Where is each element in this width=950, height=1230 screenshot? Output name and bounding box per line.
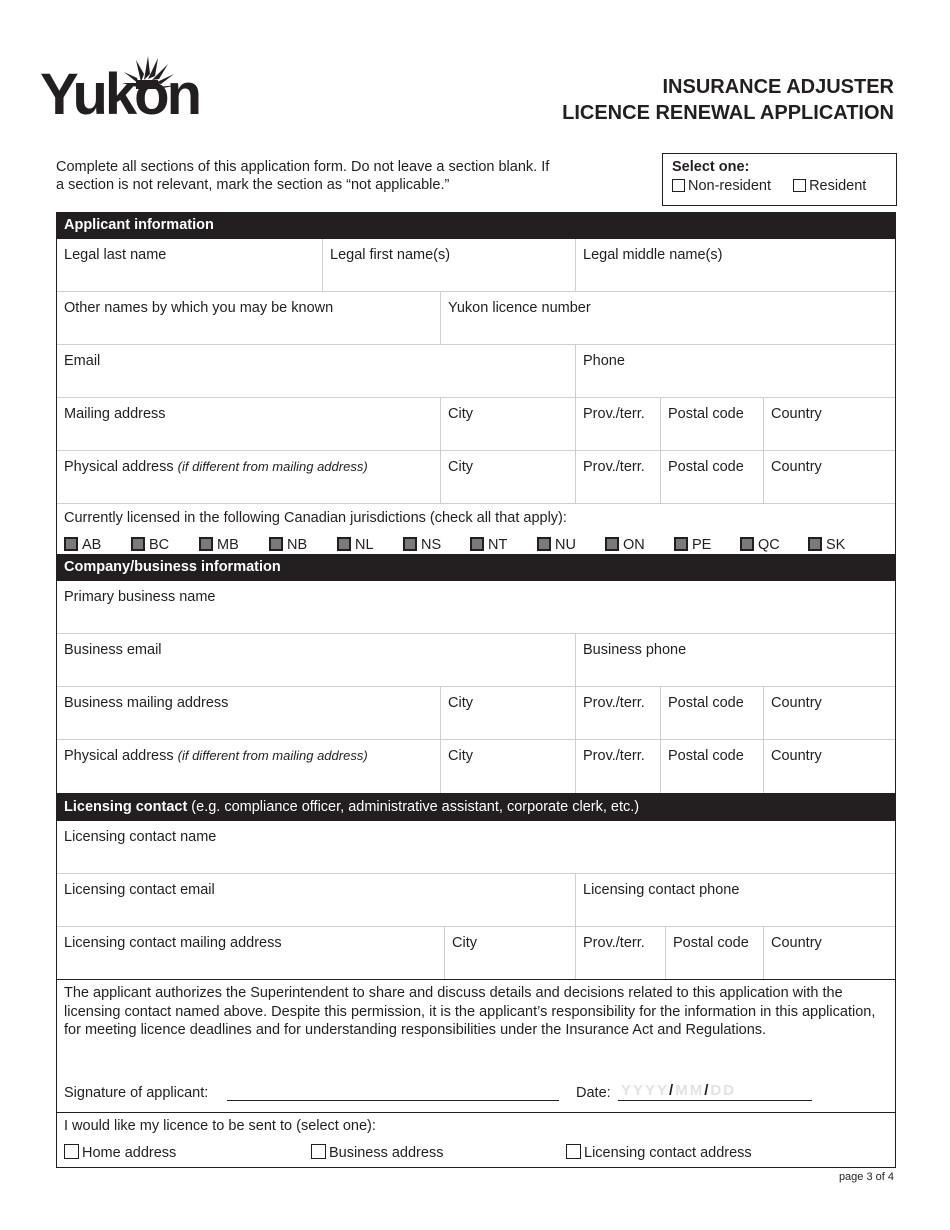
contact-mailing-row — [57, 927, 895, 980]
checkbox-icon — [740, 537, 754, 551]
licensing-contact-mailing-address-field[interactable]: Licensing contact mailing address — [64, 935, 282, 951]
checkbox-icon — [337, 537, 351, 551]
date-label: Date: — [576, 1085, 611, 1101]
page-title — [562, 74, 894, 126]
title-line-1: INSURANCE ADJUSTER — [662, 76, 894, 98]
country-field[interactable]: Country — [763, 398, 895, 450]
jurisdictions-question: Currently licensed in the following Canadian jurisdictions (check all that apply): — [64, 510, 567, 526]
business-email-phone-row — [57, 634, 895, 687]
yukon-licence-number-field[interactable]: Yukon licence number — [440, 292, 895, 344]
jurisdiction-bc[interactable]: BC — [131, 537, 169, 553]
resident-option[interactable]: Resident — [793, 178, 866, 194]
jurisdiction-on[interactable]: ON — [605, 537, 645, 553]
prov-field[interactable]: Prov./terr. — [575, 927, 665, 979]
licensing-contact-phone-field[interactable]: Licensing contact phone — [575, 874, 895, 926]
email-phone-row — [57, 345, 895, 398]
checkbox-icon — [131, 537, 145, 551]
jurisdiction-ns[interactable]: NS — [403, 537, 441, 553]
home-address-option[interactable]: Home address — [64, 1144, 176, 1161]
city-field[interactable]: City — [440, 687, 575, 739]
business-physical-address-field[interactable]: Physical address (if different from mailing address) — [64, 748, 368, 764]
contact-email-phone-row — [57, 874, 895, 927]
yukon-logo — [40, 52, 212, 127]
legal-last-name-field[interactable]: Legal last name — [64, 247, 167, 263]
legal-middle-name-field[interactable]: Legal middle name(s) — [575, 239, 895, 291]
prov-field[interactable]: Prov./terr. — [575, 451, 660, 503]
checkbox-icon — [64, 537, 78, 551]
postal-code-field[interactable]: Postal code — [665, 927, 763, 979]
send-licence-section — [57, 1113, 895, 1167]
checkbox-icon — [808, 537, 822, 551]
licensing-contact-name-field[interactable]: Licensing contact name — [64, 829, 217, 845]
prov-field[interactable]: Prov./terr. — [575, 740, 660, 793]
city-field[interactable]: City — [440, 451, 575, 503]
licensing-contact-email-field[interactable]: Licensing contact email — [64, 882, 215, 898]
signature-line[interactable] — [227, 1100, 559, 1101]
jurisdiction-pe[interactable]: PE — [674, 537, 711, 553]
name-row — [57, 239, 895, 292]
authorization-section — [57, 980, 895, 1113]
business-mailing-address-field[interactable]: Business mailing address — [64, 695, 229, 711]
other-names-row — [57, 292, 895, 345]
prov-field[interactable]: Prov./terr. — [575, 398, 660, 450]
city-field[interactable]: City — [440, 740, 575, 793]
country-field[interactable]: Country — [763, 451, 895, 503]
postal-code-field[interactable]: Postal code — [660, 398, 763, 450]
authorization-text: The applicant authorizes the Superintendent to share and discuss details and decisions related to this application with the licensing contact named above. Despite this permission, it is the applicant’s responsibility for the information in this application, for meeting licence deadlines and for understanding responsibilities under the Insurance Act and Regulations. — [64, 985, 876, 1038]
checkbox-icon — [566, 1144, 581, 1159]
jurisdiction-qc[interactable]: QC — [740, 537, 780, 553]
legal-first-name-field[interactable]: Legal first name(s) — [322, 239, 575, 291]
business-email-field[interactable]: Business email — [64, 642, 162, 658]
licensing-contact-address-option[interactable]: Licensing contact address — [566, 1144, 752, 1161]
mailing-address-row — [57, 398, 895, 451]
business-physical-row — [57, 740, 895, 793]
company-section-header: Company/business information — [57, 554, 895, 581]
signature-label: Signature of applicant: — [64, 1085, 209, 1101]
jurisdiction-nb[interactable]: NB — [269, 537, 307, 553]
jurisdiction-sk[interactable]: SK — [808, 537, 845, 553]
city-field[interactable]: City — [444, 927, 575, 979]
date-line[interactable] — [618, 1100, 812, 1101]
business-name-row — [57, 581, 895, 634]
title-line-2: LICENCE RENEWAL APPLICATION — [562, 102, 894, 124]
checkbox-icon — [199, 537, 213, 551]
email-field[interactable]: Email — [64, 353, 101, 369]
physical-address-field[interactable]: Physical address (if different from mailing address) — [64, 459, 368, 475]
select-one-label: Select one: — [672, 159, 750, 175]
business-mailing-row — [57, 687, 895, 740]
applicant-section-header: Applicant information — [57, 212, 895, 239]
application-form — [56, 212, 896, 1168]
primary-business-name-field[interactable]: Primary business name — [64, 589, 216, 605]
postal-code-field[interactable]: Postal code — [660, 687, 763, 739]
contact-name-row — [57, 821, 895, 874]
physical-address-row — [57, 451, 895, 504]
postal-code-field[interactable]: Postal code — [660, 451, 763, 503]
checkbox-icon — [269, 537, 283, 551]
intro-text: Complete all sections of this application form. Do not leave a section blank. If a section is not relevant, mark the section as “not applicable.” — [56, 159, 550, 193]
send-licence-question: I would like my licence to be sent to (select one): — [64, 1118, 376, 1134]
checkbox-icon — [311, 1144, 326, 1159]
checkbox-icon — [674, 537, 688, 551]
non-resident-option[interactable]: Non-resident — [672, 178, 771, 194]
checkbox-icon[interactable] — [793, 179, 806, 192]
country-field[interactable]: Country — [763, 927, 895, 979]
checkbox-icon — [64, 1144, 79, 1159]
postal-code-field[interactable]: Postal code — [660, 740, 763, 793]
other-names-field[interactable]: Other names by which you may be known — [64, 300, 334, 316]
checkbox-icon — [605, 537, 619, 551]
business-address-option[interactable]: Business address — [311, 1144, 443, 1161]
business-phone-field[interactable]: Business phone — [575, 634, 895, 686]
licensing-contact-section-header: Licensing contact (e.g. compliance officer, administrative assistant, corporate clerk, etc.) — [57, 793, 895, 821]
checkbox-icon — [537, 537, 551, 551]
date-format-hint[interactable]: YYYY/MM/DD — [621, 1082, 737, 1099]
country-field[interactable]: Country — [763, 687, 895, 739]
jurisdiction-nu[interactable]: NU — [537, 537, 576, 553]
logo-wordmark: Yukon — [40, 62, 200, 127]
jurisdiction-mb[interactable]: MB — [199, 537, 239, 553]
jurisdiction-nl[interactable]: NL — [337, 537, 374, 553]
page-number: page 3 of 4 — [838, 1171, 894, 1183]
country-field[interactable]: Country — [763, 740, 895, 793]
mailing-address-field[interactable]: Mailing address — [64, 406, 166, 422]
jurisdiction-nt[interactable]: NT — [470, 537, 507, 553]
checkbox-icon — [403, 537, 417, 551]
checkbox-icon — [470, 537, 484, 551]
residency-select-box — [662, 153, 897, 206]
prov-field[interactable]: Prov./terr. — [575, 687, 660, 739]
city-field[interactable]: City — [440, 398, 575, 450]
phone-field[interactable]: Phone — [575, 345, 895, 397]
checkbox-icon[interactable] — [672, 179, 685, 192]
jurisdiction-ab[interactable]: AB — [64, 537, 101, 553]
jurisdictions-row — [57, 504, 895, 554]
